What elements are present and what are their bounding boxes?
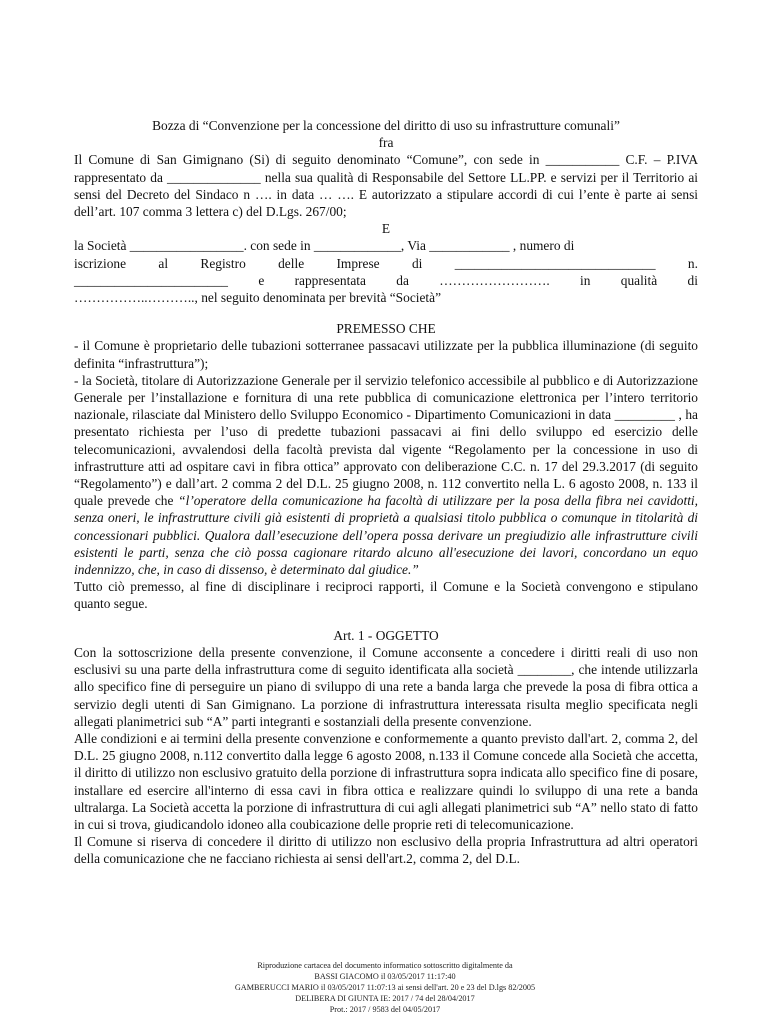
word: ______________________________ [454,255,656,271]
word: in [580,272,591,288]
premesso-item-2-text: - la Società, titolare di Autorizzazione Generale per il servizio telefonico accessibile al pubblico e di Autorizzazione Generale per l’installazione e fornitura di una rete pubblica di comunicazione elettronica per l’intero territorio nazionale, rilasciate dal Ministero dello Sviluppo Economico - Dipartimento Comunicazioni in data _________ , ha presentato richiesta per l’uso di predette tubazioni passacavi ai fini dello sviluppo ed esercizio delle telecomunicazioni, avvalendosi della facoltà prevista dal vigente “Regolamento per la concessione in uso di infrastrutture atti ad ospitare cavi in fibra ottica” approvato con deliberazione C.C. n. 17 del 29.3.2017 (di seguito “Regolamento”) e dall’art. 2 comma 2 del D.L. 25 giugno 2008, n. 112 convertito nella L. 6 agosto 2008, n. 133 il quale prevede che [74,372,698,509]
footer-line-1: Riproduzione cartacea del documento informatico sottoscritto digitalmente da [257,961,513,970]
premesso-heading: PREMESSO CHE [336,321,436,337]
societa-line-2 [74,255,698,272]
word: qualità [620,272,658,288]
word: _______________________ [74,272,228,288]
premesso-item-2 [74,372,698,578]
word: al [158,255,169,271]
art1-heading: Art. 1 - OGGETTO [333,627,439,643]
word: di [411,255,423,271]
e-label: E [381,221,391,237]
societa-line-3 [74,272,698,289]
word: e [258,272,265,288]
document-title: Bozza di “Convenzione per la concessione del diritto di uso su infrastrutture comunali” [152,118,620,133]
premesso-item-1: - il Comune è proprietario delle tubazioni sotterranee passacavi utilizzate per la pubblica illuminazione (di seguito definita “infrastruttura”); [74,338,698,371]
word: n. [687,255,698,271]
word: delle [278,255,305,271]
societa-line-1: la Società _________________. con sede in _____________, Via ____________ , numero di [74,238,575,254]
art1-paragraph-1: Con la sottoscrizione della presente convenzione, il Comune acconsente a concedere i diritti reali di uso non esclusivi su una parte della infrastruttura come di seguito identificata alla società ________, che intende utilizzarla allo specifico fine di perseguire un piano di sviluppo di una rete a banda larga che prevede la posa di fibra ottica a servizio degli utenti di San Gimignano. La porzione di infrastruttura interessata risulta meglio specificata negli allegati planimetrici sub “A” parti integranti e sostanziali della presente convenzione. [74,644,698,729]
word: Imprese [336,255,380,271]
premesso-closing: Tutto ciò premesso, al fine di disciplinare i reciproci rapporti, il Comune e la Società convengono e stipulano quanto segue. [74,579,698,612]
art1-paragraph-3: Il Comune si riserva di concedere il diritto di utilizzo non esclusivo della propria Infrastruttura ad altri operatori della comunicazione che ne facciano richiesta ai sensi dell'art.2, comma 2, del D.L. [74,834,698,867]
word: da [396,272,409,288]
footer-line-4: DELIBERA DI GIUNTA IE: 2017 / 74 del 28/04/2017 [295,994,475,1003]
art1-paragraph-2: Alle condizioni e ai termini della presente convenzione e conformemente a quanto previsto dall'art. 2, comma 2, del D.L. 25 giugno 2008, n.112 convertito dalla legge 6 agosto 2008, n.133 il Comune concede alla Società che accetta, il diritto di utilizzo non esclusivo gratuito della porzione di infrastruttura sopra indicata allo specifico fine di posare, installare ed esercire all'interno di essa cavi in fibra ottica e realizzare quindi lo sviluppo di una rete a banda ultralarga. La Società accetta la porzione di infrastruttura di cui agli allegati planimetrici sub “A” nello stato di fatto in cui si trova, giudicandolo idoneo alla coubicazione delle proprie reti di telecomunicazione. [74,730,698,832]
societa-line-4: ……………..……….., nel seguito denominata per brevità “Società” [74,290,442,306]
word: Registro [200,255,246,271]
footer-line-2: BASSI GIACOMO il 03/05/2017 11:17:40 [314,972,456,981]
fra-label: fra [378,135,394,151]
word: rappresentata [294,272,366,288]
law-quote: “l’operatore della comunicazione ha facoltà di utilizzare per la posa della fibra nei cavidotti, senza oneri, le infrastrutture civili già esistenti di proprietà a qualsiasi titolo pubblica o comunque in titolarità di concessionari pubblici. Qualora dall’esecuzione dell’opera possa derivare un pregiudizio alle infrastrutture civili esistenti le parti, senza che ciò possa cagionare ritardo alcuno all'esecuzione dei lavori, concordano un equo indennizzo, che, in caso di dissenso, è determinato dal giudice.” [74,493,698,578]
word: di [687,272,698,288]
word: ……………………. [439,272,550,288]
digital-signature-footer [0,960,770,1015]
word: iscrizione [74,255,127,271]
document-page [74,117,698,868]
footer-line-3: GAMBERUCCI MARIO il 03/05/2017 11:07:13 ai sensi dell'art. 20 e 23 del D.lgs 82/2005 [234,983,536,992]
footer-line-5: Prot.: 2017 / 9583 del 04/05/2017 [329,1005,441,1014]
comune-paragraph: Il Comune di San Gimignano (Si) di seguito denominato “Comune”, con sede in ___________ C.F. – P.IVA rappresentato da ______________ nella sua qualità di Responsabile del Settore LL.PP. e servizi per il Territorio ai sensi del Decreto del Sindaco n …. in data … …. E autorizzato a stipulare accordi di cui l’ente è parte ai sensi dell’art. 107 comma 3 lettera c) del D.Lgs. 267/00; [74,152,698,220]
